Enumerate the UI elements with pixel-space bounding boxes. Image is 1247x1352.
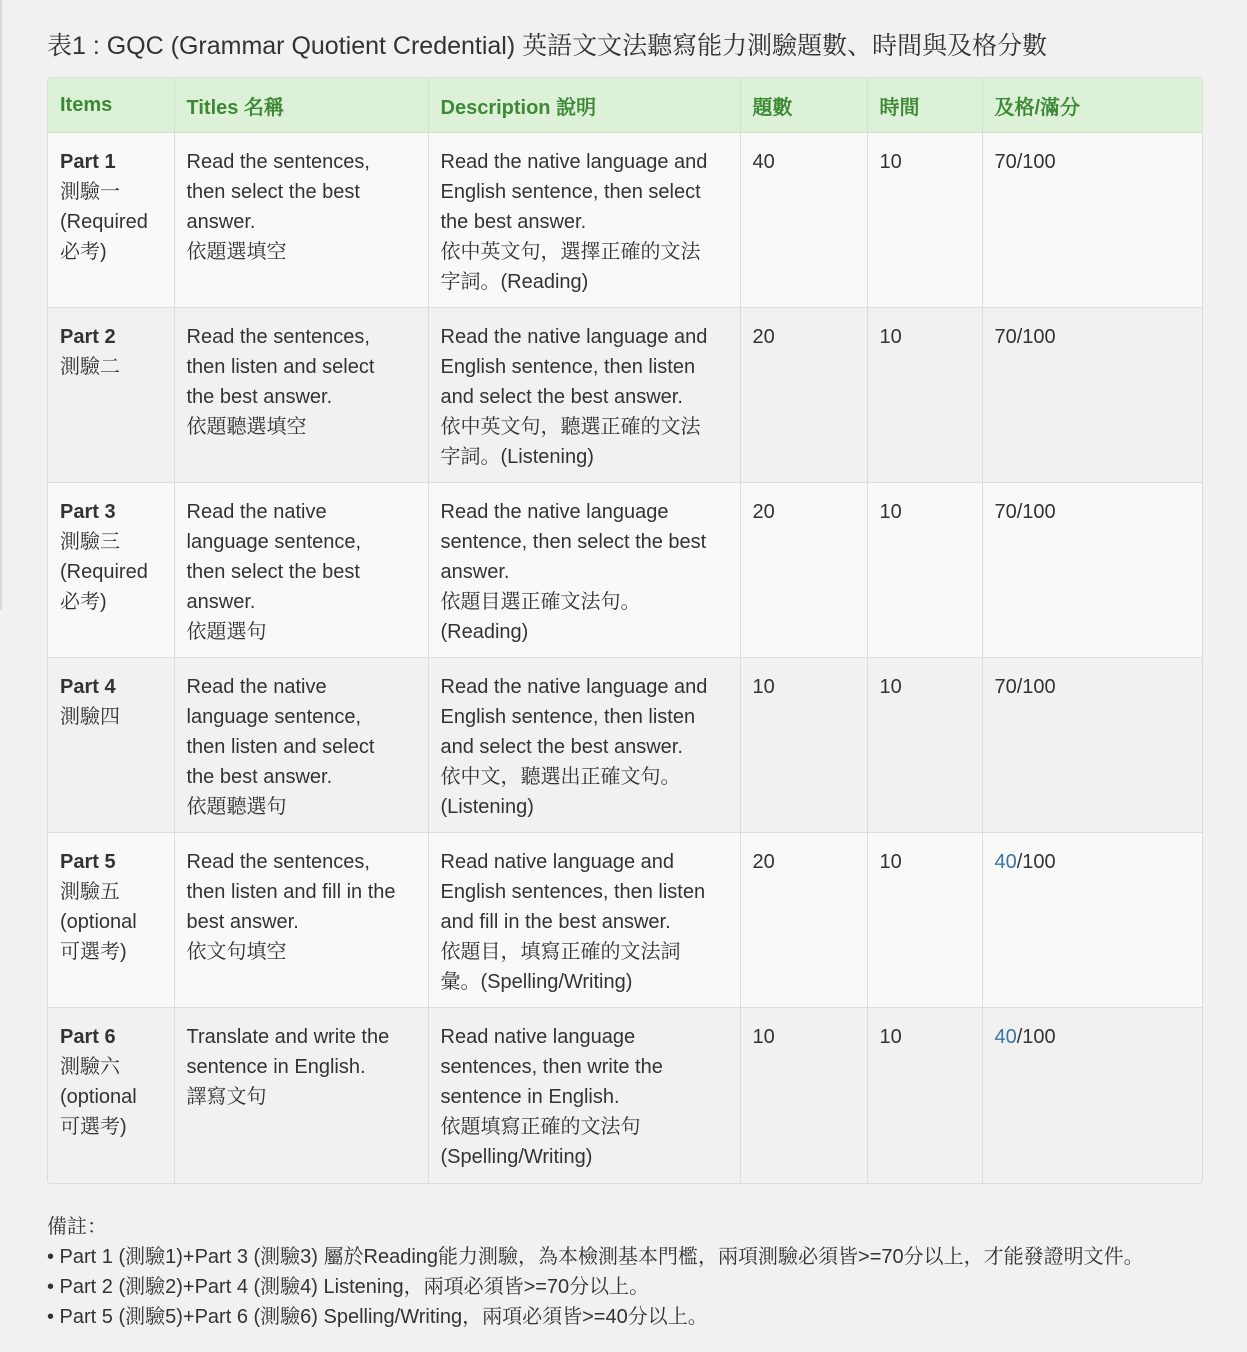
cell-description [428, 133, 740, 308]
item-line: 必考) [60, 241, 107, 263]
table-header-row [48, 78, 1202, 133]
pass-score: 70 [994, 326, 1017, 348]
description-line: 依題填寫正確的文法句 [440, 1116, 641, 1138]
item-line: 可選考) [60, 1116, 127, 1138]
description-line: Read the native language and [440, 676, 708, 698]
description-line: (Listening) [440, 796, 534, 818]
cell-title [174, 658, 428, 833]
item-line: 測驗六 [60, 1056, 120, 1078]
cell-item [48, 133, 174, 308]
description-line: 依題目選正確文法句。 [440, 591, 641, 613]
header-titles: Titles 名稱 [174, 78, 428, 133]
description-line: Read the native language and [440, 326, 708, 348]
cell-title [174, 133, 428, 308]
description-line: 彙。(Spelling/Writing) [440, 971, 633, 993]
cell-description [428, 658, 740, 833]
pass-full: /100 [1016, 501, 1056, 523]
cell-item [48, 833, 174, 1008]
description-line: and select the best answer. [440, 736, 683, 758]
title-line: 依題聽選填空 [186, 416, 307, 438]
description-line: 依中文，聽選出正確文句。 [440, 766, 681, 788]
cell-time: 10 [867, 1008, 982, 1183]
table-row [48, 833, 1202, 1008]
notes-heading: 備註： [47, 1216, 107, 1238]
description-line: English sentences, then listen [440, 881, 706, 903]
description-line: 依中英文句，選擇正確的文法 [440, 241, 701, 263]
title-line: Read the sentences, [186, 326, 370, 348]
item-line: (Required [60, 211, 148, 233]
pass-full: /100 [1016, 851, 1056, 873]
title-line: Read the sentences, [186, 851, 370, 873]
pass-full: /100 [1016, 151, 1056, 173]
cell-count: 40 [740, 133, 867, 308]
part-label: Part 1 [60, 151, 116, 173]
table-row [48, 133, 1202, 308]
exam-table-container [47, 77, 1203, 1184]
header-items: Items [48, 78, 174, 133]
cell-description [428, 308, 740, 483]
cell-time: 10 [867, 133, 982, 308]
cell-count: 10 [740, 1008, 867, 1183]
table-row [48, 483, 1202, 658]
title-line: then listen and select [186, 736, 375, 758]
title-line: the best answer. [186, 386, 333, 408]
description-line: answer. [440, 561, 510, 583]
title-line: then select the best [186, 561, 360, 583]
part-label: Part 2 [60, 326, 116, 348]
pass-score: 70 [994, 676, 1017, 698]
item-line: 測驗三 [60, 531, 120, 553]
header-time: 時間 [867, 78, 982, 133]
title-line: answer. [186, 591, 256, 613]
table-body [48, 133, 1202, 1183]
cell-count: 20 [740, 308, 867, 483]
note-line: • Part 2 (測驗2)+Part 4 (測驗4) Listening，兩項必須皆>=70分以上。 [47, 1276, 650, 1298]
note-line: • Part 5 (測驗5)+Part 6 (測驗6) Spelling/Writing，兩項必須皆>=40分以上。 [47, 1306, 708, 1328]
item-line: 測驗一 [60, 181, 120, 203]
left-edge-rule [0, 0, 2, 610]
cell-count: 10 [740, 658, 867, 833]
cell-pass [982, 833, 1202, 1008]
cell-pass [982, 308, 1202, 483]
table-caption: 表1 : GQC (Grammar Quotient Credential) 英語文文法聽寫能力測驗題數、時間與及格分數 [47, 32, 1048, 60]
cell-count: 20 [740, 833, 867, 1008]
description-line: (Spelling/Writing) [440, 1146, 593, 1168]
title-line: language sentence, [186, 706, 362, 728]
description-line: Read native language [440, 1026, 636, 1048]
cell-item [48, 658, 174, 833]
item-line: 測驗二 [60, 356, 120, 378]
item-line: 可選考) [60, 941, 127, 963]
title-line: Translate and write the [186, 1026, 390, 1048]
cell-description [428, 1008, 740, 1183]
description-line: Read native language and [440, 851, 675, 873]
description-line: English sentence, then select [440, 181, 701, 203]
description-line: (Reading) [440, 621, 529, 643]
title-line: 依題選句 [186, 621, 267, 643]
pass-score: 40 [994, 1026, 1017, 1048]
title-line: 依文句填空 [186, 941, 287, 963]
description-line: sentence in English. [440, 1086, 620, 1108]
table-row [48, 1008, 1202, 1183]
item-line: (optional [60, 911, 137, 933]
cell-time: 10 [867, 483, 982, 658]
title-line: then listen and fill in the [186, 881, 396, 903]
cell-time: 10 [867, 658, 982, 833]
exam-table [48, 78, 1202, 1183]
item-line: (Required [60, 561, 148, 583]
title-line: then listen and select [186, 356, 375, 378]
title-line: language sentence, [186, 531, 362, 553]
part-label: Part 6 [60, 1026, 116, 1048]
description-line: English sentence, then listen [440, 706, 696, 728]
cell-time: 10 [867, 833, 982, 1008]
cell-item [48, 1008, 174, 1183]
item-line: 測驗五 [60, 881, 120, 903]
part-label: Part 5 [60, 851, 116, 873]
description-line: English sentence, then listen [440, 356, 696, 378]
item-line: 測驗四 [60, 706, 120, 728]
title-line: Read the native [186, 501, 327, 523]
title-line: the best answer. [186, 766, 333, 788]
notes-section [47, 1212, 1144, 1332]
description-line: and select the best answer. [440, 386, 683, 408]
title-line: 譯寫文句 [186, 1086, 267, 1108]
description-line: and fill in the best answer. [440, 911, 671, 933]
title-line: answer. [186, 211, 256, 233]
cell-title [174, 308, 428, 483]
table-row [48, 308, 1202, 483]
item-line: (optional [60, 1086, 137, 1108]
cell-pass [982, 483, 1202, 658]
title-line: 依題選填空 [186, 241, 287, 263]
title-line: 依題聽選句 [186, 796, 287, 818]
title-line: sentence in English. [186, 1056, 366, 1078]
description-line: 字詞。(Listening) [440, 446, 594, 468]
pass-score: 40 [994, 851, 1017, 873]
description-line: 字詞。(Reading) [440, 271, 589, 293]
description-line: Read the native language and [440, 151, 708, 173]
cell-title [174, 483, 428, 658]
pass-full: /100 [1016, 326, 1056, 348]
cell-description [428, 833, 740, 1008]
part-label: Part 4 [60, 676, 116, 698]
description-line: 依中英文句，聽選正確的文法 [440, 416, 701, 438]
title-line: Read the sentences, [186, 151, 370, 173]
title-line: then select the best [186, 181, 360, 203]
note-line: • Part 1 (測驗1)+Part 3 (測驗3) 屬於Reading能力測驗，為本檢測基本門檻，兩項測驗必須皆>=70分以上，才能發證明文件。 [47, 1246, 1144, 1268]
description-line: sentence, then select the best [440, 531, 707, 553]
header-count: 題數 [740, 78, 867, 133]
cell-item [48, 308, 174, 483]
cell-pass [982, 1008, 1202, 1183]
header-description: Description 說明 [428, 78, 740, 133]
header-pass: 及格/滿分 [982, 78, 1202, 133]
description-line: Read the native language [440, 501, 669, 523]
pass-full: /100 [1016, 676, 1056, 698]
table-row [48, 658, 1202, 833]
cell-count: 20 [740, 483, 867, 658]
cell-pass [982, 658, 1202, 833]
cell-pass [982, 133, 1202, 308]
cell-item [48, 483, 174, 658]
description-line: sentences, then write the [440, 1056, 663, 1078]
description-line: the best answer. [440, 211, 587, 233]
cell-time: 10 [867, 308, 982, 483]
pass-score: 70 [994, 501, 1017, 523]
pass-full: /100 [1016, 1026, 1056, 1048]
cell-description [428, 483, 740, 658]
cell-title [174, 1008, 428, 1183]
part-label: Part 3 [60, 501, 116, 523]
title-line: Read the native [186, 676, 327, 698]
title-line: best answer. [186, 911, 299, 933]
item-line: 必考) [60, 591, 107, 613]
cell-title [174, 833, 428, 1008]
pass-score: 70 [994, 151, 1017, 173]
description-line: 依題目，填寫正確的文法詞 [440, 941, 681, 963]
